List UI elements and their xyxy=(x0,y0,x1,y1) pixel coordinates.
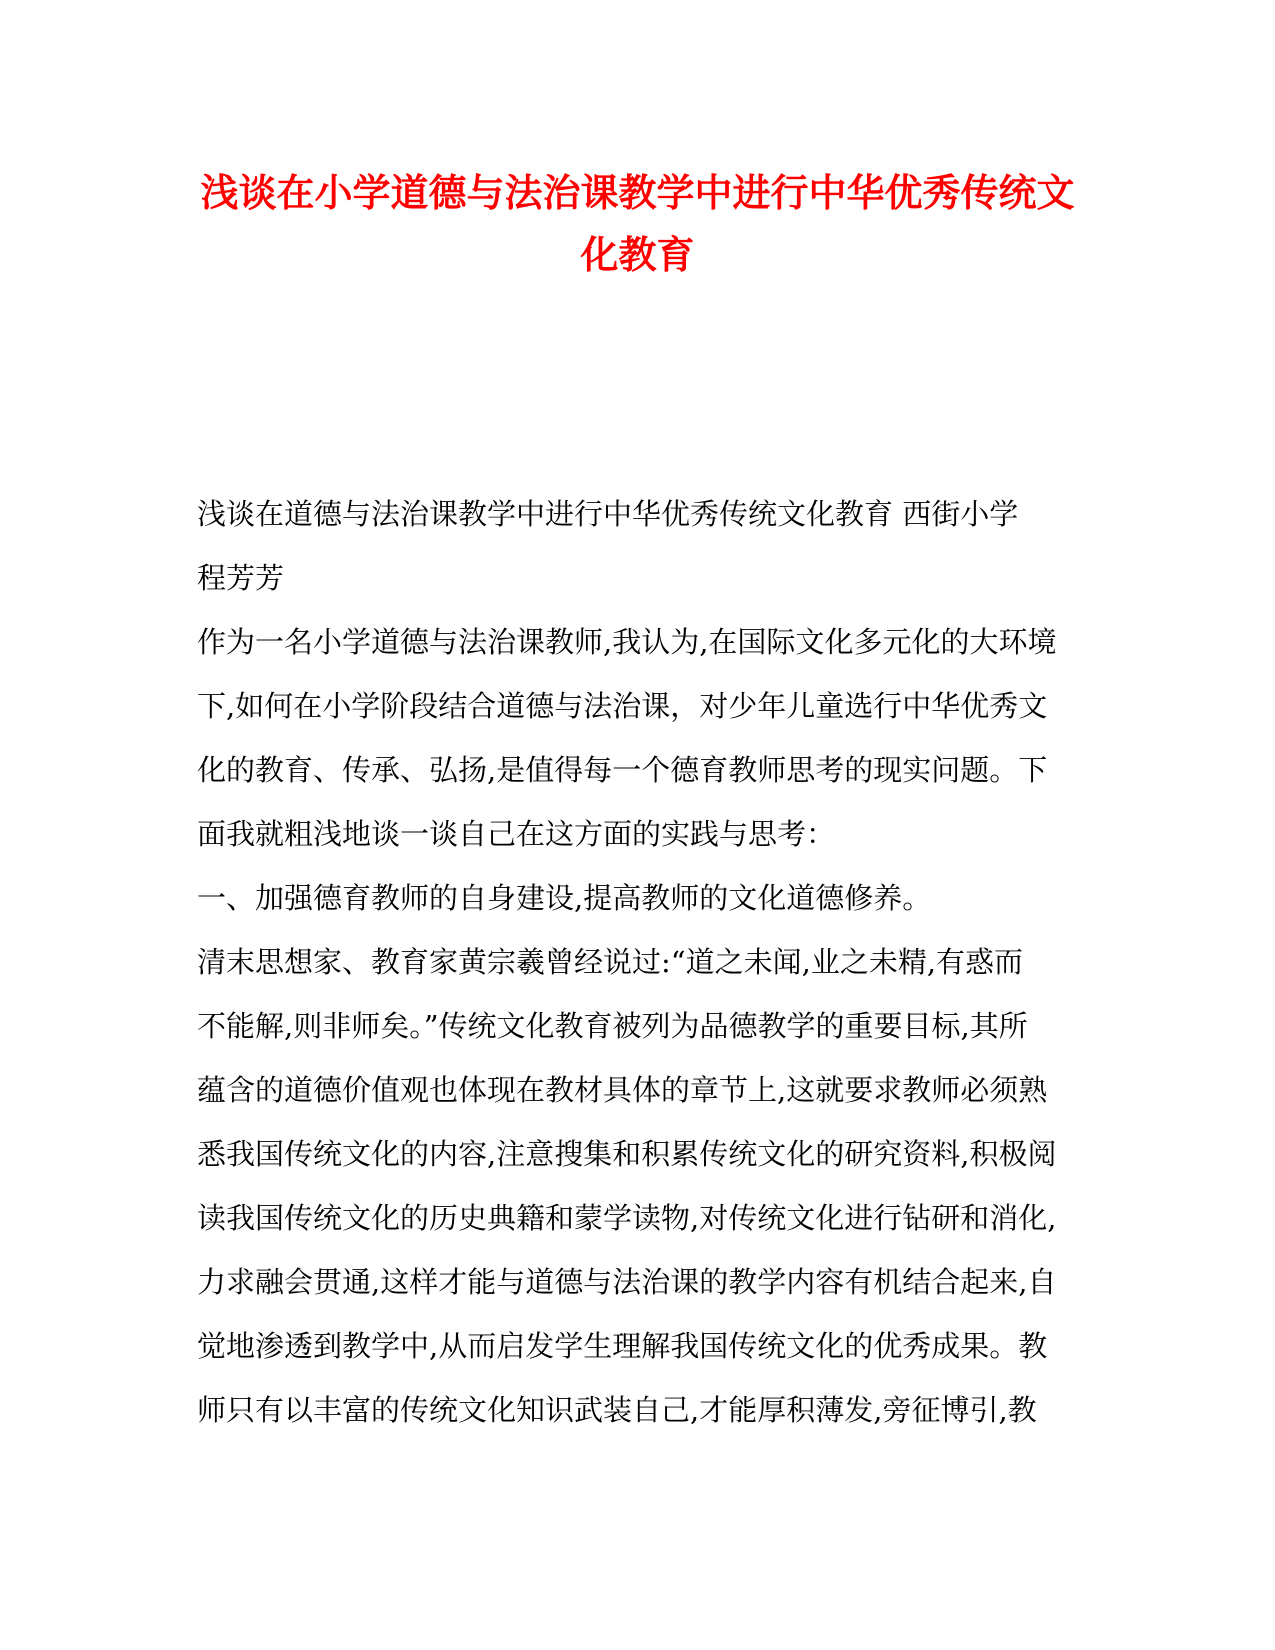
body-line: 不能解,则非师矣。”传统文化教育被列为品德教学的重要目标,其所 xyxy=(197,1009,1028,1043)
body-line: 力求融会贯通,这样才能与道德与法治课的教学内容有机结合起来,自 xyxy=(197,1265,1057,1299)
body-line: 读我国传统文化的历史典籍和蒙学读物,对传统文化进行钻研和消化, xyxy=(197,1201,1057,1235)
body-line: 悉我国传统文化的内容,注意搜集和积累传统文化的研究资料,积极阅 xyxy=(197,1137,1057,1171)
body-line: 下,如何在小学阶段结合道德与法治课，对少年儿童选行中华优秀文 xyxy=(197,689,1048,723)
body-line: 面我就粗浅地谈一谈自己在这方面的实践与思考： xyxy=(197,817,836,851)
title-line: 浅谈在小学道德与法治课教学中进行中华优秀传统文 xyxy=(200,170,1075,215)
body-line: 作为一名小学道德与法治课教师,我认为,在国际文化多元化的大环境 xyxy=(197,625,1057,659)
section-heading: 一、加强德育教师的自身建设,提高教师的文化道德修养。 xyxy=(197,881,932,915)
body-line: 蕴含的道德价值观也体现在教材具体的章节上,这就要求教师必须熟 xyxy=(197,1073,1048,1107)
body-line-author: 程芳芳 xyxy=(197,561,285,595)
body-line-byline: 浅谈在道德与法治课教学中进行中华优秀传统文化教育 西街小学 xyxy=(197,497,1019,531)
document-body xyxy=(197,482,1077,1442)
body-line: 清末思想家、教育家黄宗羲曾经说过:“道之未闻,业之未精,有惑而 xyxy=(197,945,1024,979)
document-title xyxy=(180,162,1095,286)
title-line: 化教育 xyxy=(580,232,695,277)
body-line: 觉地渗透到教学中,从而启发学生理解我国传统文化的优秀成果。教 xyxy=(197,1329,1048,1363)
body-line: 化的教育、传承、弘扬,是值得每一个德育教师思考的现实问题。下 xyxy=(197,753,1048,787)
body-line: 师只有以丰富的传统文化知识武装自己,才能厚积薄发,旁征博引,教 xyxy=(197,1393,1037,1427)
